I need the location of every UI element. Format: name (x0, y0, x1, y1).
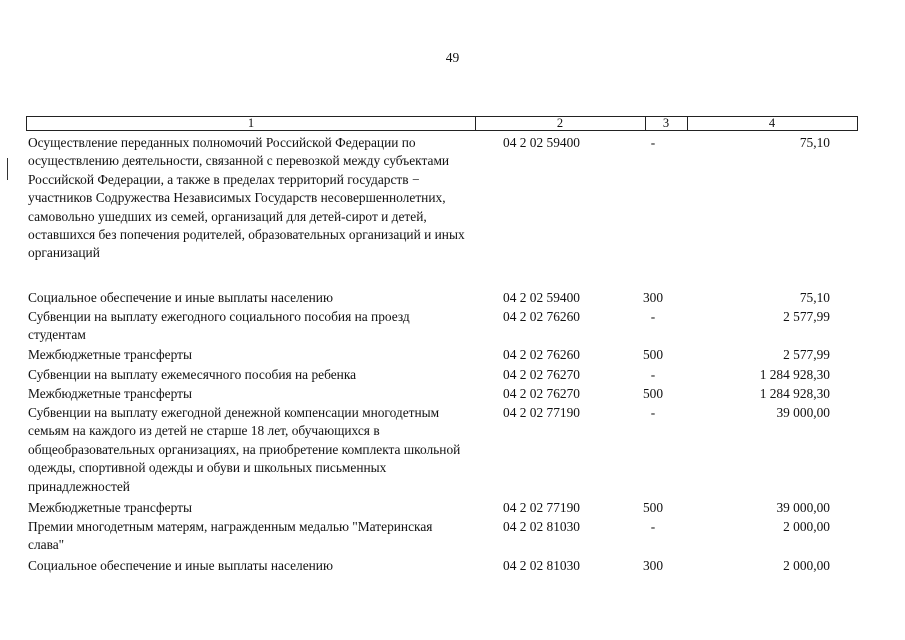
row-kind: 300 (642, 290, 664, 305)
row-amount: 75,10 (799, 135, 830, 150)
margin-mark (7, 158, 8, 180)
row-kind: 500 (642, 347, 664, 362)
row-name: Субвенции на выплату ежегодного социального пособия на проезд студентам (28, 309, 410, 343)
row-amount: 1 284 928,30 (759, 367, 830, 382)
row-kind: - (650, 135, 656, 150)
row-name: Осуществление переданных полномочий Российской Федерации по осуществлению деятельности, связанной с перевозкой между субъектами Российской Федерации, а также в пределах территорий государств − участников Содружества Независимых Государств несовершеннолетних, самовольно ушедших из семей, организаций для детей-сирот и детей, оставшихся без попечения родителей, образовательных организаций и иных организаций (28, 135, 465, 261)
row-kind: 500 (642, 500, 664, 515)
row-name: Межбюджетные трансферты (28, 347, 192, 362)
row-code: 04 2 02 81030 (503, 558, 580, 573)
row-amount: 2 000,00 (783, 519, 830, 534)
row-code: 04 2 02 77190 (503, 405, 580, 420)
row-amount: 39 000,00 (776, 405, 830, 420)
page-number: 49 (445, 50, 460, 65)
row-name: Межбюджетные трансферты (28, 386, 192, 401)
row-kind: - (650, 367, 656, 382)
table-header (26, 116, 858, 131)
row-amount: 2 000,00 (783, 558, 830, 573)
row-name: Премии многодетным матерям, награжденным медалью "Материнская слава" (28, 519, 433, 553)
column-header-4: 4 (768, 116, 776, 130)
row-amount: 2 577,99 (783, 309, 830, 324)
row-code: 04 2 02 76270 (503, 367, 580, 382)
row-code: 04 2 02 59400 (503, 290, 580, 305)
row-code: 04 2 02 77190 (503, 500, 580, 515)
row-code: 04 2 02 59400 (503, 135, 580, 150)
row-kind: 300 (642, 558, 664, 573)
column-header-2: 2 (556, 116, 564, 130)
row-code: 04 2 02 76260 (503, 309, 580, 324)
column-header-1: 1 (247, 116, 255, 130)
row-amount: 2 577,99 (783, 347, 830, 362)
row-kind: - (650, 405, 656, 420)
row-kind: - (650, 309, 656, 324)
row-name: Социальное обеспечение и иные выплаты населению (28, 290, 333, 305)
row-code: 04 2 02 76270 (503, 386, 580, 401)
row-name: Субвенции на выплату ежегодной денежной компенсации многодетным семьям на каждого из детей не старше 18 лет, обучающихся в общеобразовательных организациях, на приобретение комплекта школьной одежды, спортивной одежды и обуви и школьных письменных принадлежностей (28, 405, 461, 494)
row-amount: 75,10 (799, 290, 830, 305)
row-name: Субвенции на выплату ежемесячного пособия на ребенка (28, 367, 357, 382)
row-amount: 39 000,00 (776, 500, 830, 515)
row-kind: - (650, 519, 656, 534)
row-amount: 1 284 928,30 (759, 386, 830, 401)
row-code: 04 2 02 81030 (503, 519, 580, 534)
row-name: Межбюджетные трансферты (28, 500, 192, 515)
column-header-3: 3 (662, 116, 670, 130)
row-name: Социальное обеспечение и иные выплаты населению (28, 558, 333, 573)
row-kind: 500 (642, 386, 664, 401)
row-code: 04 2 02 76260 (503, 347, 580, 362)
